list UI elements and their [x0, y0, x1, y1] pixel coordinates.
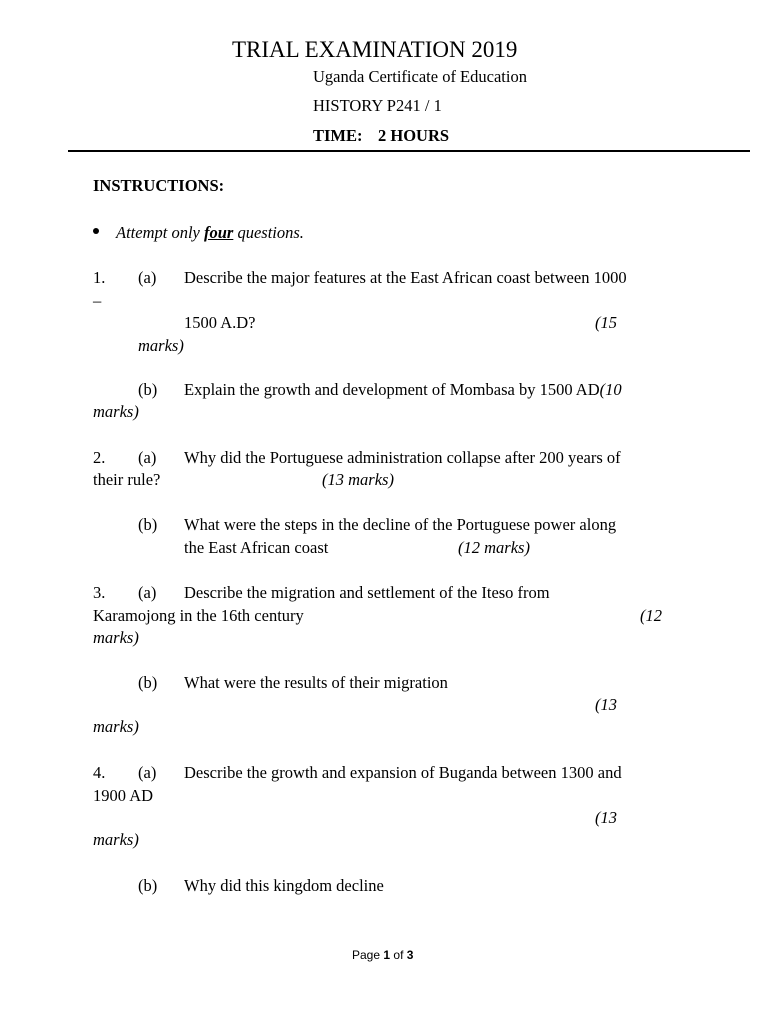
q4a-marks-open: (13 — [595, 808, 617, 827]
instruction-text-pre: Attempt only — [116, 223, 204, 242]
q4-number: 4. — [93, 763, 106, 782]
q1b-text — [184, 380, 622, 400]
page-current: 1 — [383, 948, 391, 962]
q3b-marks-close: marks) — [93, 717, 139, 736]
paper-code: HISTORY P241 / 1 — [313, 96, 442, 115]
q2a-marks: (13 marks) — [322, 470, 394, 489]
q2-number: 2. — [93, 448, 106, 467]
page-total: 3 — [406, 948, 414, 962]
q3-number: 3. — [93, 583, 106, 602]
q3b-text-line1: What were the results of their migration — [184, 673, 448, 692]
page-of: of — [393, 948, 404, 962]
q1a-marks-open: (15 — [595, 313, 617, 332]
q4a-text-line1: Describe the growth and expansion of Buganda between 1300 and — [184, 763, 622, 782]
time-label: TIME: — [313, 126, 363, 145]
q2b-marks: (12 marks) — [458, 538, 530, 557]
q2b-label: (b) — [138, 515, 158, 534]
q3a-text-line2: Karamojong in the 16th century — [93, 606, 304, 625]
q1a-marks-close: marks) — [138, 336, 184, 355]
q1b-marks-open: (10 — [599, 380, 622, 399]
q1-number: 1. — [93, 268, 106, 287]
exam-subtitle: Uganda Certificate of Education — [313, 67, 527, 86]
q4b-label: (b) — [138, 876, 158, 895]
instructions-heading: INSTRUCTIONS: — [93, 176, 225, 195]
instruction-line — [116, 223, 304, 243]
q3a-text-line1: Describe the migration and settlement of the Iteso from — [184, 583, 550, 602]
page-indicator — [352, 947, 413, 963]
exam-title: TRIAL EXAMINATION 2019 — [232, 37, 518, 62]
instruction-text-post: questions. — [233, 223, 304, 242]
q1b-label: (b) — [138, 380, 158, 399]
q2a-text-line1: Why did the Portuguese administration collapse after 200 years of — [184, 448, 621, 467]
q3a-marks-open: (12 — [640, 606, 662, 625]
q1a-text-line1: Describe the major features at the East African coast between 1000 — [184, 268, 627, 287]
q3b-marks-open: (13 — [595, 695, 617, 714]
q3b-label: (b) — [138, 673, 158, 692]
q4b-text-line1: Why did this kingdom decline — [184, 876, 384, 895]
q2a-text-line2: their rule? — [93, 470, 161, 489]
q1b-marks-close: marks) — [93, 402, 139, 421]
q1a-text-line1b: – — [93, 291, 102, 310]
q3a-marks-close: marks) — [93, 628, 139, 647]
q1b-text-line1: Explain the growth and development of Mombasa by 1500 AD — [184, 380, 600, 399]
q3a-label: (a) — [138, 583, 157, 602]
q4a-label: (a) — [138, 763, 157, 782]
q1a-text-line2: 1500 A.D? — [184, 313, 256, 332]
header-divider — [68, 150, 750, 152]
bullet-icon — [93, 228, 99, 234]
q2b-text-line2: the East African coast — [184, 538, 329, 557]
time-value: 2 HOURS — [378, 126, 450, 145]
q4a-text-line2: 1900 AD — [93, 786, 154, 805]
page-word: Page — [352, 948, 381, 962]
q2a-label: (a) — [138, 448, 157, 467]
instruction-emphasis: four — [203, 223, 234, 242]
q4a-marks-close: marks) — [93, 830, 139, 849]
q1a-label: (a) — [138, 268, 157, 287]
q2b-text-line1: What were the steps in the decline of the Portuguese power along — [184, 515, 617, 534]
